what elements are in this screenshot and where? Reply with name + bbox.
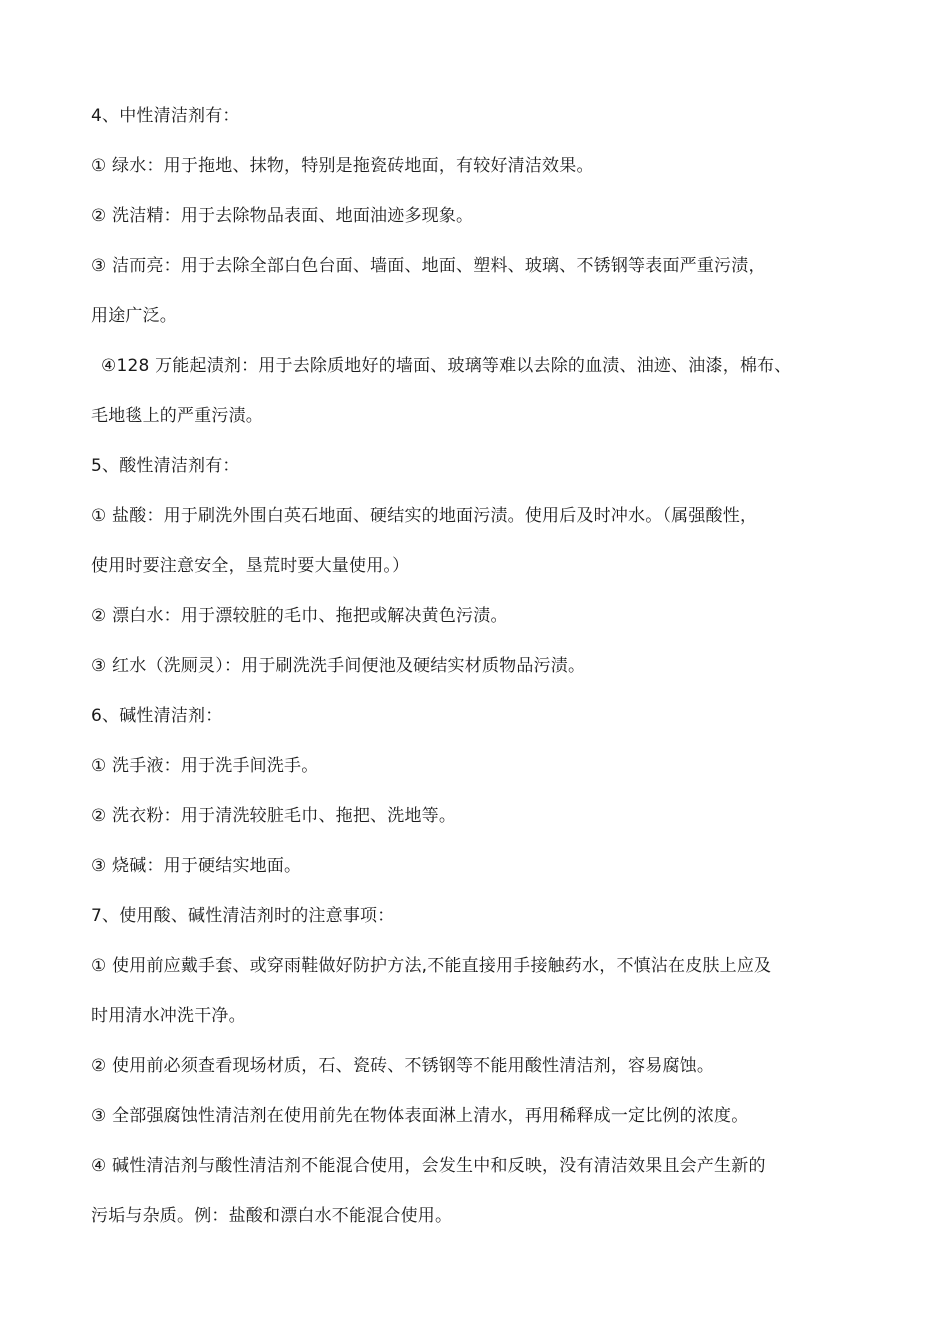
heading-neutral-cleaners: 4、中性清洁剂有： xyxy=(91,106,240,126)
text-line: ③ 全部强腐蚀性清洁剂在使用前先在物体表面淋上清水，再用稀释成一定比例的浓度。 xyxy=(91,1106,749,1126)
text-line: ① 洗手液：用于洗手间洗手。 xyxy=(91,756,319,776)
text-line: 污垢与杂质。例：盐酸和漂白水不能混合使用。 xyxy=(91,1206,453,1226)
heading-acidic-cleaners: 5、酸性清洁剂有： xyxy=(91,456,240,476)
text-line: ③ 洁而亮：用于去除全部白色台面、墙面、地面、塑料、玻璃、不锈钢等表面严重污渍， xyxy=(91,256,766,276)
text-line: 用途广泛。 xyxy=(91,306,177,326)
text-line: 时用清水冲洗干净。 xyxy=(91,1006,246,1026)
text-line: ④128 万能起渍剂：用于去除质地好的墙面、玻璃等难以去除的血渍、油迹、油漆，棉布、 xyxy=(101,356,792,376)
text-line: ③ 红水（洗厕灵）：用于刷洗洗手间便池及硬结实材质物品污渍。 xyxy=(91,656,586,676)
text-line: ② 漂白水：用于漂较脏的毛巾、拖把或解决黄色污渍。 xyxy=(91,606,508,626)
text-line: ② 洗洁精：用于去除物品表面、地面油迹多现象。 xyxy=(91,206,474,226)
heading-precautions: 7、使用酸、碱性清洁剂时的注意事项： xyxy=(91,906,395,926)
text-line: ① 绿水：用于拖地、抹物，特别是拖瓷砖地面，有较好清洁效果。 xyxy=(91,156,594,176)
text-line: 毛地毯上的严重污渍。 xyxy=(91,406,263,426)
text-line: 使用时要注意安全，垦荒时要大量使用。） xyxy=(91,556,410,576)
text-line: ② 洗衣粉：用于清洗较脏毛巾、拖把、洗地等。 xyxy=(91,806,457,826)
heading-alkaline-cleaners: 6、碱性清洁剂： xyxy=(91,706,223,726)
text-line: ① 使用前应戴手套、或穿雨鞋做好防护方法,不能直接用手接触药水，不慎沾在皮肤上应及 xyxy=(91,956,772,976)
text-line: ② 使用前必须查看现场材质，石、瓷砖、不锈钢等不能用酸性清洁剂，容易腐蚀。 xyxy=(91,1056,715,1076)
text-line: ④ 碱性清洁剂与酸性清洁剂不能混合使用，会发生中和反映，没有清洁效果且会产生新的 xyxy=(91,1156,766,1176)
text-line: ① 盐酸：用于刷洗外围白英石地面、硬结实的地面污渍。使用后及时冲水。（属强酸性， xyxy=(91,506,758,526)
text-line: ③ 烧碱：用于硬结实地面。 xyxy=(91,856,302,876)
